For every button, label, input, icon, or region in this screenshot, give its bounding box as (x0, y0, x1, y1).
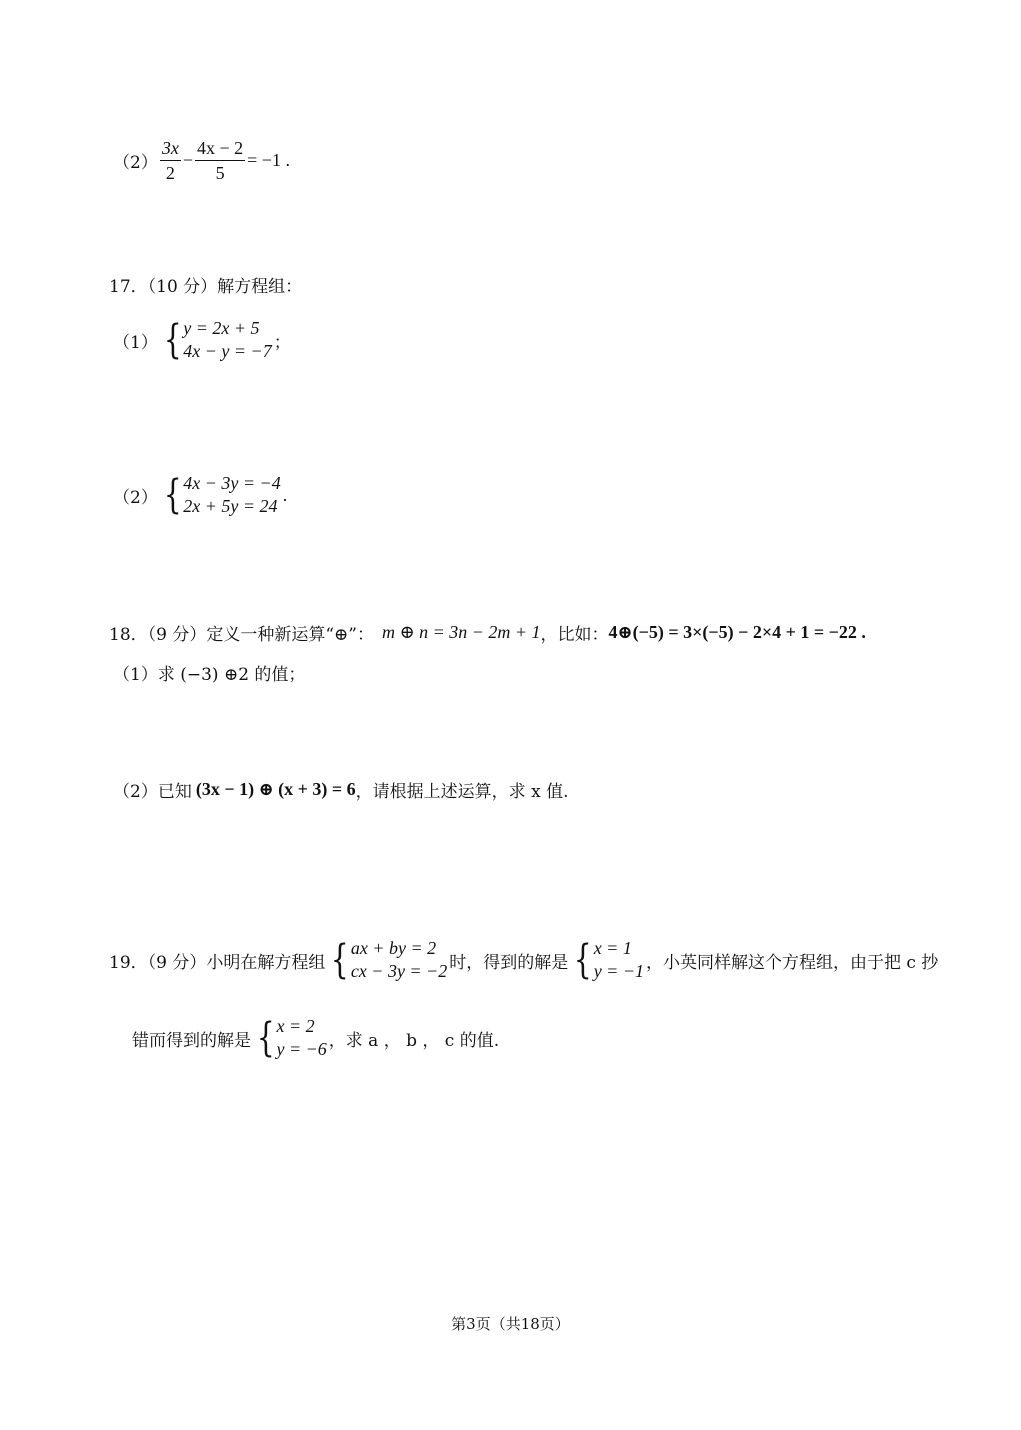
fraction-numerator: 3x (160, 138, 181, 161)
fraction-3x-over-2 (160, 138, 181, 183)
q18-part1 (113, 660, 305, 685)
solution-equation-1: x = 2 (276, 1016, 315, 1036)
solution-equation-2: y = −6 (276, 1039, 327, 1059)
system-equation-2: cx − 3y = −2 (350, 961, 448, 981)
solution-equation-2: y = −1 (593, 961, 644, 981)
q16-part2-label: （2） (113, 153, 158, 173)
system-equation-2: 2x + 5y = 24 (183, 496, 278, 516)
q17-title (109, 272, 302, 297)
fraction-4x-2-over-5 (195, 138, 245, 183)
q19-rest-text-2: ，求 a ， b ， c 的值. (328, 1030, 500, 1051)
equation-rhs: = −1 . (247, 150, 290, 170)
punctuation: . (282, 484, 288, 505)
q17-part1 (113, 317, 291, 363)
system-equation-1: ax + by = 2 (350, 938, 437, 958)
solution-system-1 (570, 937, 644, 983)
q17-part2-label: （2） (113, 487, 158, 508)
q19-title: 19．（9 分）小明在解方程组 (109, 952, 326, 973)
q17-title-text: 17．（10 分）解方程组： (109, 277, 303, 297)
q18-part2 (113, 777, 568, 802)
brace-symbol: { (574, 937, 592, 983)
minus-sign: − (182, 150, 193, 170)
system-equation-2: 4x − y = −7 (183, 341, 272, 361)
operation-example: 4⊕(−5) = 3×(−5) − 2×4 + 1 = −22 . (608, 622, 866, 642)
q19-mid-text: 时，得到的解是 (449, 952, 569, 973)
equation-system (327, 937, 447, 983)
q19-line2 (132, 1015, 499, 1061)
system-equation-1: y = 2x + 5 (183, 318, 260, 338)
q18-title (109, 620, 866, 645)
solution-system-2 (253, 1015, 327, 1061)
page-footer: 第3页（共18页） (451, 1315, 570, 1333)
q18-part2-label: （2）已知 (113, 782, 192, 802)
q19-line2-prefix: 错而得到的解是 (132, 1030, 251, 1051)
solution-equation-1: x = 1 (593, 938, 632, 958)
equation-system (160, 472, 281, 518)
fraction-numerator: 4x − 2 (195, 138, 245, 161)
equation-system (160, 317, 272, 363)
example-prefix: ，比如： (540, 625, 609, 645)
fraction-denominator: 5 (215, 163, 225, 183)
brace-symbol: { (256, 1015, 275, 1061)
brace-symbol: { (331, 937, 349, 983)
q19-rest-text-1: ，小英同样解这个方程组，由于把 c 抄 (645, 952, 939, 973)
operation-definition: m ⊕ n = 3n − 2m + 1 (381, 622, 541, 642)
q18-part2-expression: (3x − 1) ⊕ (x + 3) = 6 (195, 779, 356, 799)
brace-symbol: { (163, 317, 182, 363)
punctuation: ； (273, 332, 291, 353)
q18-title-text: 18．（9 分）定义一种新运算“⊕”： (109, 625, 374, 645)
brace-symbol: { (163, 472, 182, 518)
q16-part2 (113, 138, 290, 183)
q17-part1-label: （1） (113, 332, 158, 353)
q18-part2-rest: ，请根据上述运算，求 x 值. (355, 782, 569, 802)
system-equation-1: 4x − 3y = −4 (183, 473, 281, 493)
fraction-denominator: 2 (165, 163, 175, 183)
q19-line1 (109, 937, 938, 983)
q17-part2 (113, 472, 287, 518)
q18-part1-text: （1）求 (−3) ⊕2 的值； (113, 665, 306, 685)
